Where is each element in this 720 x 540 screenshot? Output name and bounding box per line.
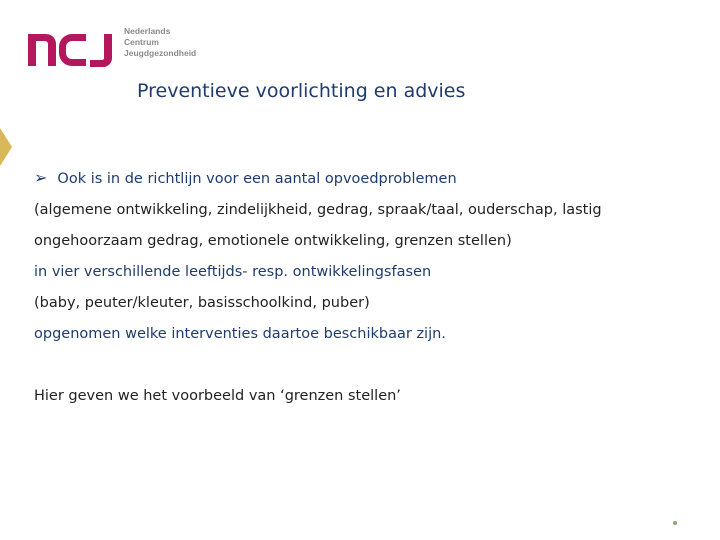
ncj-logo-mark <box>28 28 118 68</box>
bullet-line <box>34 168 457 187</box>
ncj-logo <box>28 26 218 70</box>
body-line-7: Hier geven we het voorbeeld van ‘grenzen stellen’ <box>34 388 401 404</box>
logo-line-3: Jeugdgezondheid <box>124 48 197 58</box>
body-line-1: Ook is in de richtlijn voor een aantal opvoedproblemen <box>57 171 457 187</box>
side-tab-marker <box>0 128 14 170</box>
logo-wordmark <box>124 26 196 59</box>
logo-line-1: Nederlands <box>124 26 171 36</box>
logo-line-2: Centrum <box>124 37 159 47</box>
body-line-2: (algemene ontwikkeling, zindelijkheid, gedrag, spraak/taal, ouderschap, lastig <box>34 202 602 218</box>
body-line-5: (baby, peuter/kleuter, basisschoolkind, puber) <box>34 295 370 311</box>
slide-title: Preventieve voorlichting en advies <box>137 80 466 102</box>
footer-dot <box>673 521 677 525</box>
body-line-4: in vier verschillende leeftijds- resp. ontwikkelingsfasen <box>34 264 432 280</box>
arrowhead-bullet-icon: ➢ <box>34 168 48 187</box>
body-line-6: opgenomen welke interventies daartoe beschikbaar zijn. <box>34 326 446 342</box>
body-line-3: ongehoorzaam gedrag, emotionele ontwikkeling, grenzen stellen) <box>34 233 512 249</box>
